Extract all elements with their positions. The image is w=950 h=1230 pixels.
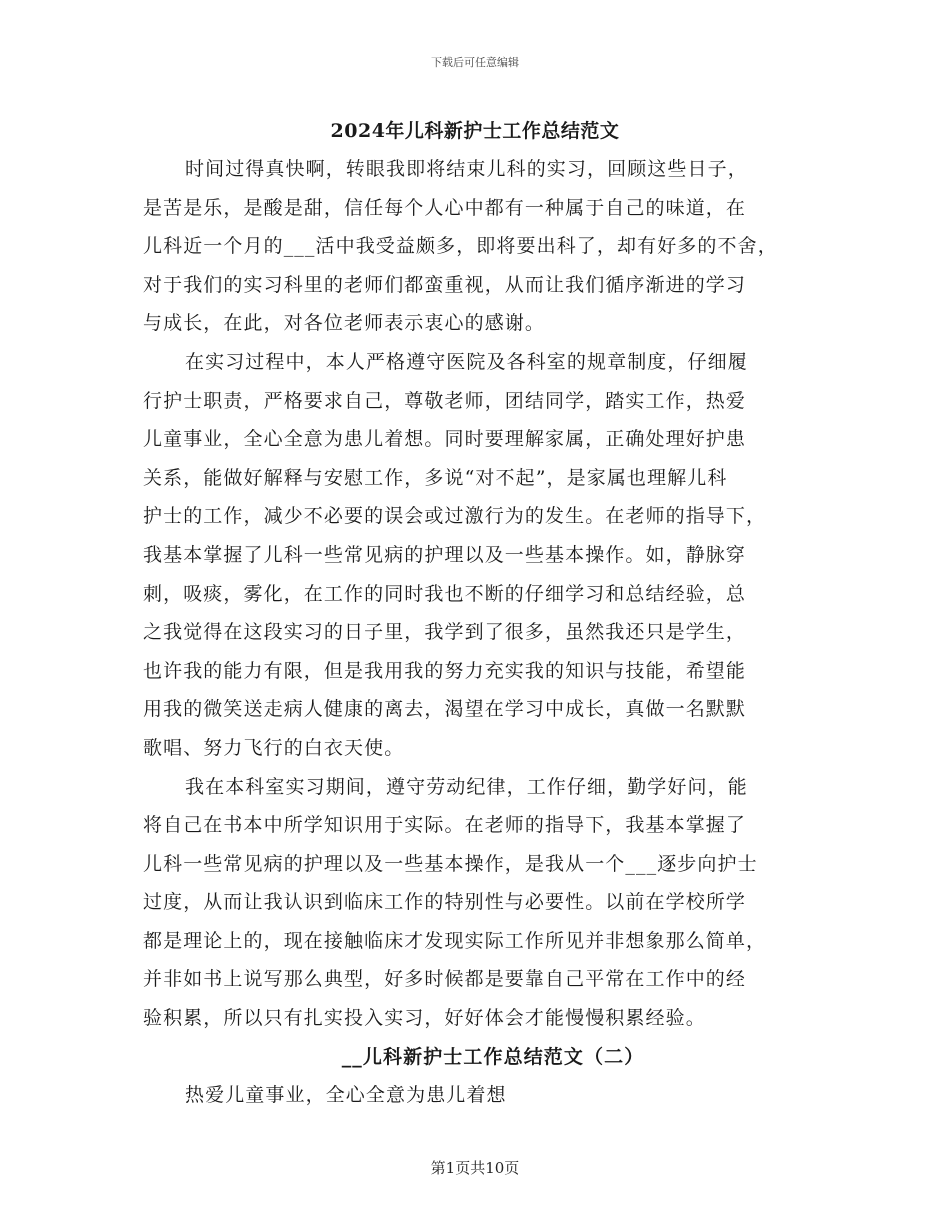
document-title: 2024年儿科新护士工作总结范文 [330,120,620,142]
paragraph-line: 护士的工作，减少不必要的误会或过激行为的发生。在老师的指导下， [143,505,767,528]
paragraph-line: 儿童事业，全心全意为患儿着想。同时要理解家属，正确处理好护患 [143,428,747,451]
paragraph-line: 之我觉得在这段实习的日子里，我学到了很多，虽然我还只是学生， [143,621,747,644]
paragraph-line: 儿科近一个月的___活中我受益颇多，即将要出科了，却有好多的不舍， [143,235,778,258]
document-body [143,150,823,1115]
paragraph-line: 我基本掌握了儿科一些常见病的护理以及一些基本操作。如，静脉穿 [143,543,747,566]
paragraph-line: 关系，能做好解释与安慰工作，多说“对不起”，是家属也理解儿科 [143,466,728,489]
paragraph-line: 都是理论上的，现在接触临床才发现实际工作所见并非想象那么简单， [143,929,767,952]
paragraph-line: 热爱儿童事业，全心全意为患儿着想 [185,1084,507,1107]
paragraph-line: 刺，吸痰，雾化，在工作的同时我也不断的仔细学习和总结经验，总 [143,582,747,605]
paragraph-line: 行护士职责，严格要求自己，尊敬老师，团结同学，踏实工作，热爱 [143,389,747,412]
paragraph-line: 时间过得真快啊，转眼我即将结束儿科的实习，回顾这些日子， [185,158,748,180]
paragraph-line: 将自己在书本中所学知识用于实际。在老师的指导下，我基本掌握了 [143,814,747,837]
page-number: 第1页共10页 [430,1159,520,1177]
page-header-note: 下载后可任意编辑 [431,56,519,69]
paragraph-line: 并非如书上说写那么典型，好多时候都是要靠自己平常在工作中的经 [143,968,747,991]
paragraph-line: 我在本科室实习期间，遵守劳动纪律，工作仔细，勤学好问，能 [185,775,748,798]
paragraph-line: 用我的微笑送走病人健康的离去，渴望在学习中成长，真做一名默默 [143,698,747,721]
paragraph-line: 验积累，所以只有扎实投入实习，好好体会才能慢慢积累经验。 [143,1007,706,1030]
paragraph-line: 对于我们的实习科里的老师们都蛮重视，从而让我们循序渐进的学习 [143,273,747,296]
paragraph-line: 与成长，在此，对各位老师表示衷心的感谢。 [143,312,546,335]
paragraph-line: 也许我的能力有限，但是我用我的努力充实我的知识与技能，希望能 [143,659,747,682]
paragraph-line: 儿科一些常见病的护理以及一些基本操作，是我从一个___逐步向护士 [143,852,758,875]
section-subtitle: __儿科新护士工作总结范文（二） [341,1045,645,1068]
paragraph-line: 在实习过程中，本人严格遵守医院及各科室的规章制度，仔细履 [185,350,748,373]
paragraph-line: 是苦是乐，是酸是甜，信任每个人心中都有一种属于自己的味道，在 [143,196,747,219]
paragraph-line: 歌唱、努力飞行的白衣天使。 [143,736,405,759]
paragraph-line: 过度，从而让我认识到临床工作的特别性与必要性。以前在学校所学 [143,891,747,914]
